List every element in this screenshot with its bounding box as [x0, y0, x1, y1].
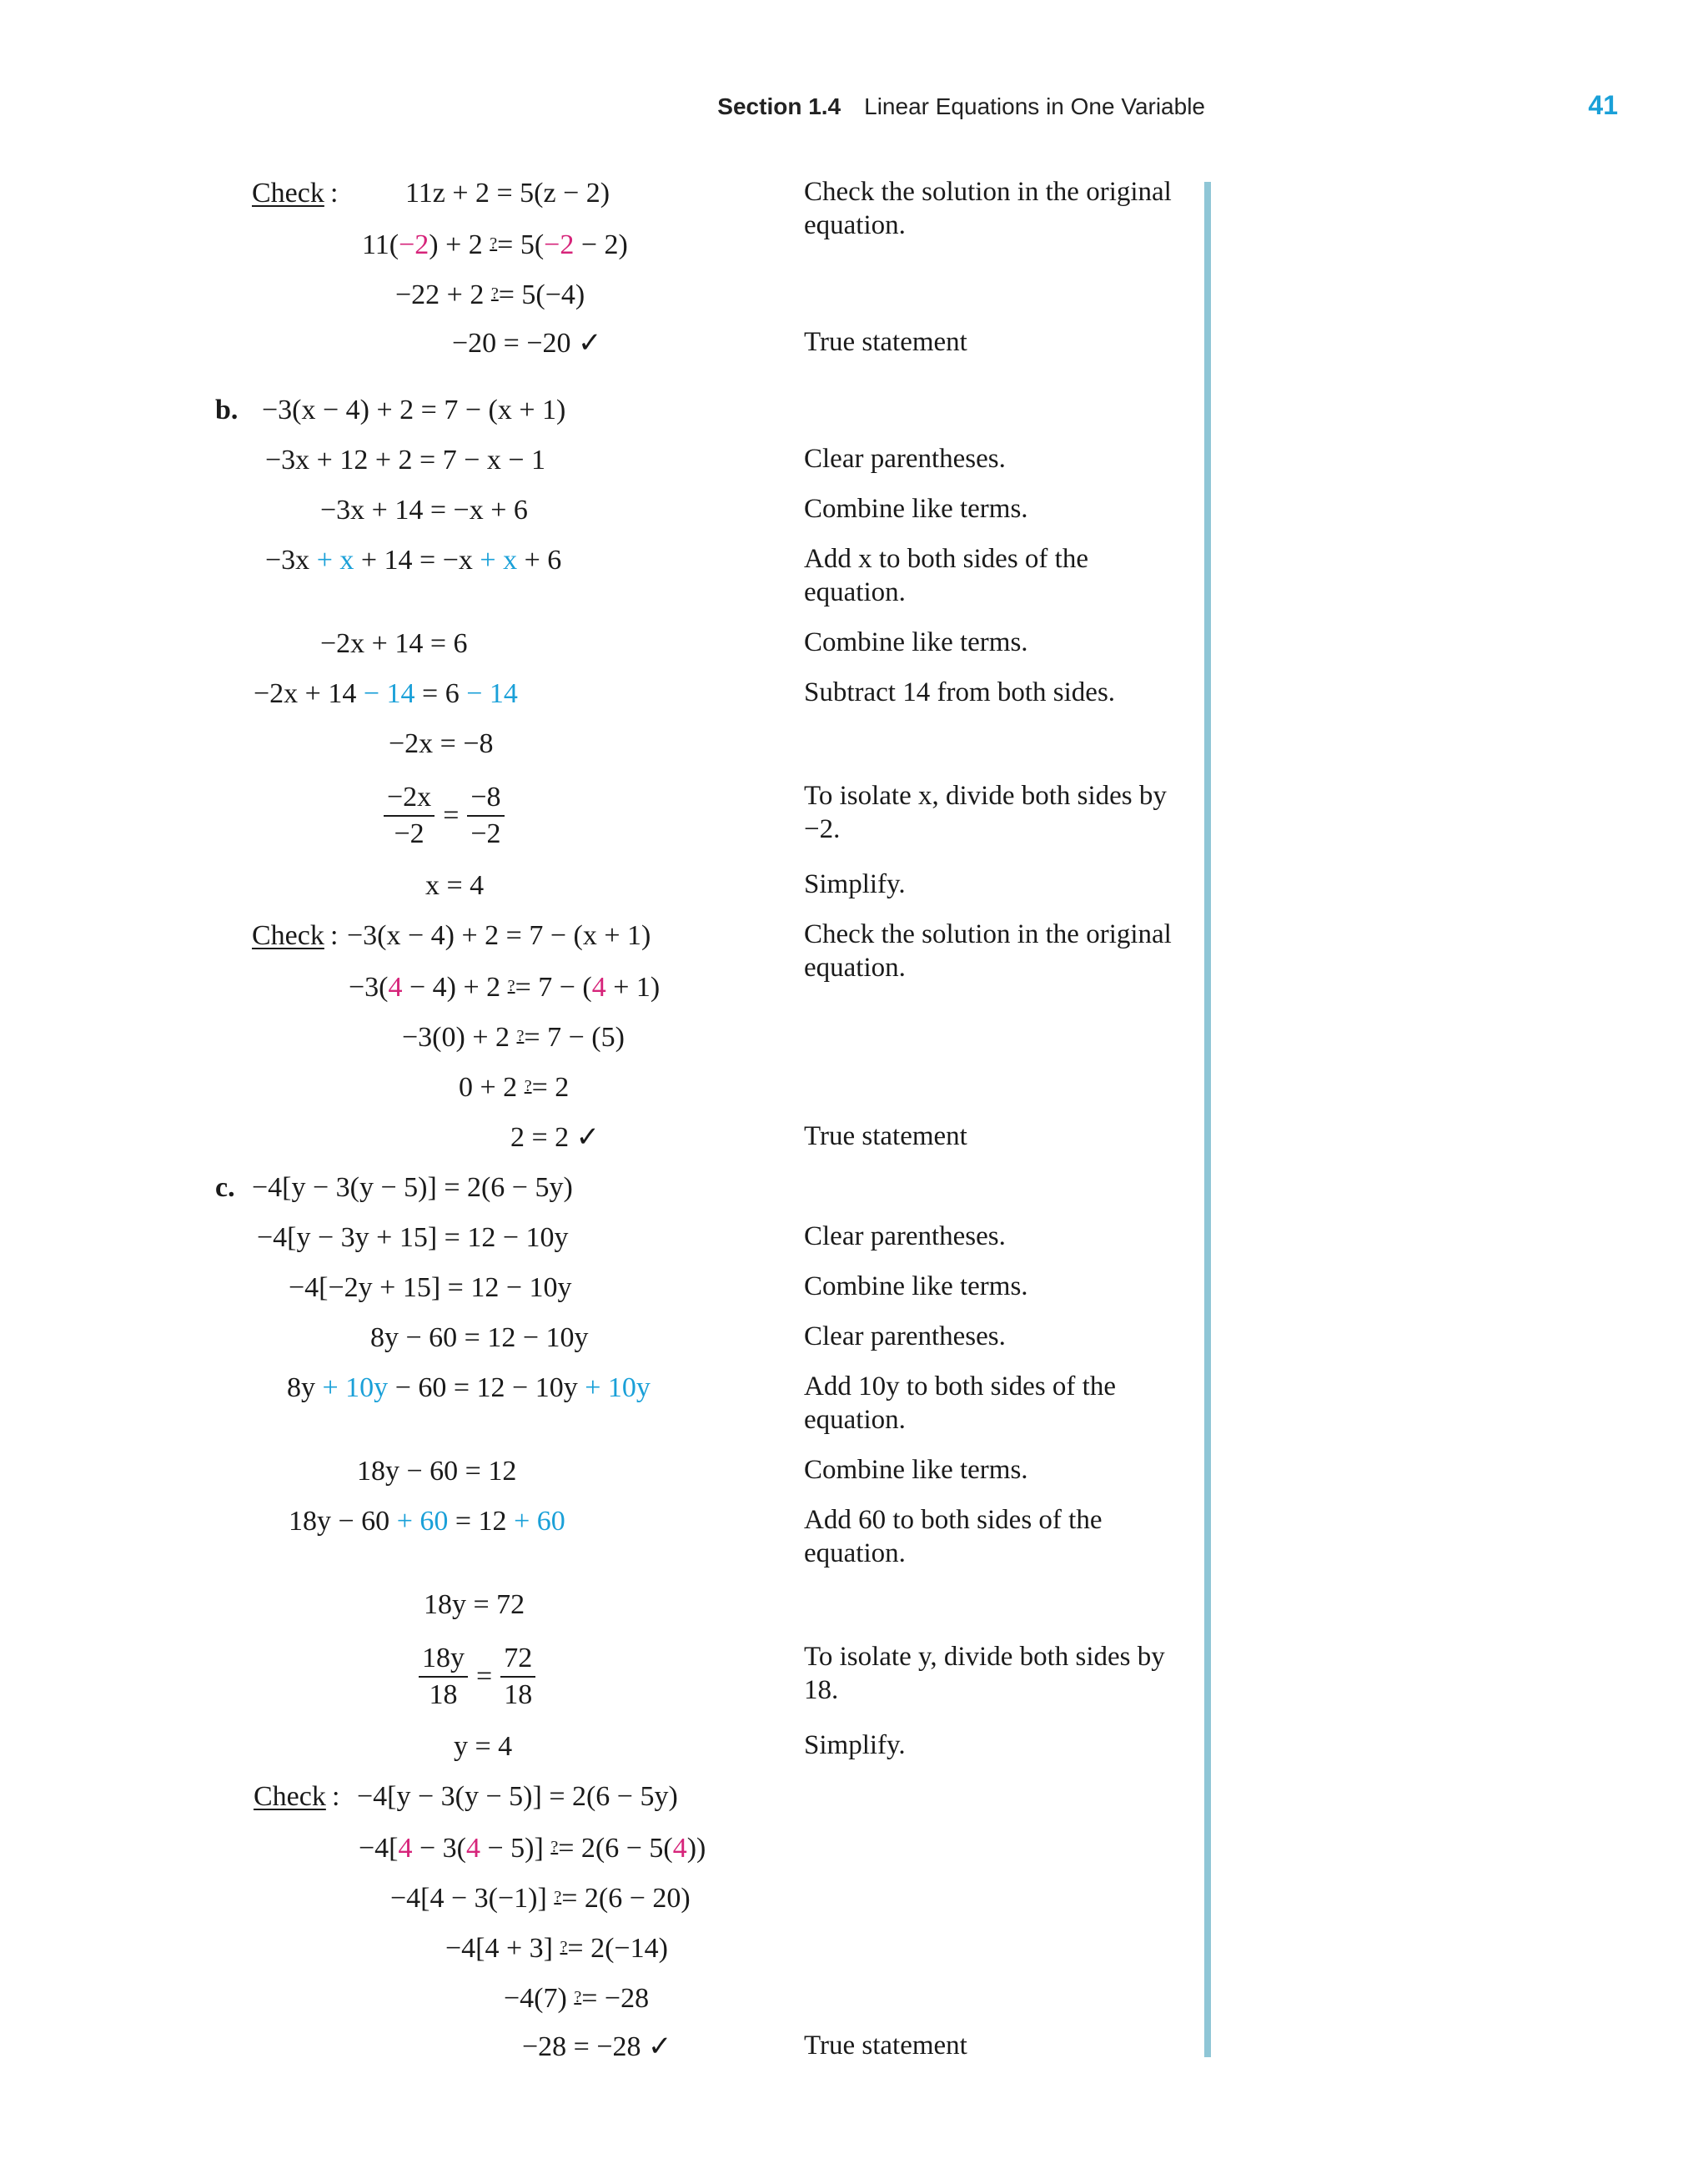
step-row — [0, 1447, 1201, 1497]
step-row — [0, 1011, 1201, 1061]
step-row — [0, 1313, 1201, 1363]
equation: −3(x − 4) + 2 = 7 − (x + 1) — [347, 920, 651, 951]
step-note: Simplify. — [804, 1730, 906, 1760]
step-note: To isolate y, divide both sides by 18. — [804, 1642, 1165, 1705]
step-row — [0, 774, 1201, 858]
step-note: Check the solution in the original equation. — [804, 919, 1172, 983]
equation: −3x + 14 = −x + 6 — [320, 495, 528, 526]
step-row — [0, 1163, 1201, 1213]
fraction-equation: $\frac{18y}{18}$ = $\frac{72}{18}$ — [419, 1635, 535, 1719]
step-row: Check : −4[y − 3(y − 5)] = 2(6 − 5y) — [0, 1772, 1201, 1822]
step-row: Check : −3(x − 4) + 2 = 7 − (x + 1) Check the solution in the original equation. — [0, 911, 1201, 961]
equation: −4(7) ?= −28 — [504, 1983, 650, 2014]
step-note: Combine like terms. — [804, 627, 1028, 657]
step-note: Add x to both sides of the equation. — [804, 544, 1088, 607]
step-note: True statement — [804, 2031, 967, 2061]
equation: −2x + 14 − 14 = 6 − 14 — [254, 678, 518, 709]
equation: 2 = 2 ✓ — [510, 1122, 600, 1153]
equation: 11(−2) + 2 ?= 5(−2 − 2) — [362, 229, 628, 260]
part-label: b. — [215, 395, 239, 425]
step-row — [0, 861, 1201, 911]
step-row — [0, 385, 1201, 435]
step-row — [0, 1213, 1201, 1263]
step-row: Check : 11z + 2 = 5(z − 2) Check the solution in the original equation. — [0, 169, 1201, 219]
step-row — [0, 1061, 1201, 1111]
equation: −4[4 − 3(−1)] ?= 2(6 − 20) — [390, 1883, 691, 1914]
equation: 18y − 60 + 60 = 12 + 60 — [289, 1506, 565, 1537]
equation: y = 4 — [454, 1731, 513, 1762]
step-row — [0, 269, 1201, 319]
step-row — [0, 1113, 1201, 1163]
step-row — [0, 1822, 1201, 1872]
equation: −28 = −28 ✓ — [522, 2031, 672, 2062]
step-row — [0, 1580, 1201, 1630]
step-row — [0, 1972, 1201, 2022]
equation: 18y − 60 = 12 — [357, 1456, 517, 1487]
check-label: Check — [252, 920, 324, 951]
step-row — [0, 619, 1201, 669]
step-row — [0, 536, 1201, 607]
fraction-equation: $\frac{-2x}{-2}$ = $\frac{-8}{-2}$ — [384, 774, 505, 858]
step-row — [0, 1922, 1201, 1972]
equation: 8y − 60 = 12 − 10y — [370, 1322, 589, 1353]
equation: −4[y − 3(y − 5)] = 2(6 − 5y) — [357, 1781, 678, 1812]
step-note: Combine like terms. — [804, 1271, 1028, 1301]
step-row — [0, 319, 1201, 369]
equation: −2x + 14 = 6 — [320, 628, 468, 659]
step-row — [0, 219, 1201, 269]
step-row — [0, 719, 1201, 769]
section-title: Linear Equations in One Variable — [864, 93, 1205, 119]
step-row — [0, 2022, 1201, 2072]
step-row — [0, 1497, 1201, 1568]
equation: −3(4 − 4) + 2 ?= 7 − (4 + 1) — [349, 972, 661, 1003]
section-number: Section 1.4 — [717, 93, 841, 119]
step-note: Subtract 14 from both sides. — [804, 677, 1116, 707]
check-label: Check — [254, 1781, 326, 1812]
equation: −3(x − 4) + 2 = 7 − (x + 1) — [262, 395, 566, 425]
equation: 0 + 2 ?= 2 — [459, 1072, 570, 1103]
equation: −4[4 − 3(4 − 5)] ?= 2(6 − 5(4)) — [359, 1833, 706, 1864]
step-row — [0, 1363, 1201, 1435]
equation: −4[y − 3y + 15] = 12 − 10y — [257, 1222, 569, 1253]
equation: x = 4 — [425, 870, 485, 901]
equation: 11z + 2 = 5(z − 2) — [405, 178, 610, 209]
step-row — [0, 486, 1201, 536]
equation: −3(0) + 2 ?= 7 − (5) — [402, 1022, 625, 1053]
running-header — [0, 93, 1205, 120]
page-number: 41 — [1588, 90, 1618, 120]
equation: −2x = −8 — [389, 728, 494, 759]
equation: −4[−2y + 15] = 12 − 10y — [289, 1272, 572, 1303]
equation: −3x + 12 + 2 = 7 − x − 1 — [265, 445, 546, 476]
step-note: Check the solution in the original equation. — [804, 177, 1172, 240]
step-note: To isolate x, divide both sides by −2. — [804, 781, 1167, 844]
step-row — [0, 1722, 1201, 1772]
step-row — [0, 1872, 1201, 1922]
step-row — [0, 435, 1201, 486]
step-note: Combine like terms. — [804, 494, 1028, 524]
step-row — [0, 1263, 1201, 1313]
step-note: Add 60 to both sides of the equation. — [804, 1505, 1103, 1568]
step-note: True statement — [804, 1121, 967, 1151]
step-note: Combine like terms. — [804, 1455, 1028, 1485]
sidebar-bar — [1204, 182, 1211, 2057]
check-label: Check — [252, 178, 324, 209]
equation: −4[4 + 3] ?= 2(−14) — [445, 1933, 668, 1964]
step-row — [0, 1635, 1201, 1719]
equation: −20 = −20 ✓ — [452, 328, 602, 359]
step-row — [0, 961, 1201, 1011]
step-note: True statement — [804, 327, 967, 357]
step-note: Clear parentheses. — [804, 1321, 1006, 1351]
step-note: Add 10y to both sides of the equation. — [804, 1371, 1116, 1435]
equation: −4[y − 3(y − 5)] = 2(6 − 5y) — [252, 1172, 573, 1203]
equation: −3x + x + 14 = −x + x + 6 — [265, 545, 562, 576]
step-note: Clear parentheses. — [804, 444, 1006, 474]
equation: 18y = 72 — [424, 1589, 525, 1620]
part-label: c. — [215, 1172, 235, 1203]
equation: 8y + 10y − 60 = 12 − 10y + 10y — [287, 1372, 651, 1403]
step-row — [0, 669, 1201, 719]
equation: −22 + 2 ?= 5(−4) — [395, 279, 585, 310]
step-note: Clear parentheses. — [804, 1221, 1006, 1251]
step-note: Simplify. — [804, 869, 906, 899]
